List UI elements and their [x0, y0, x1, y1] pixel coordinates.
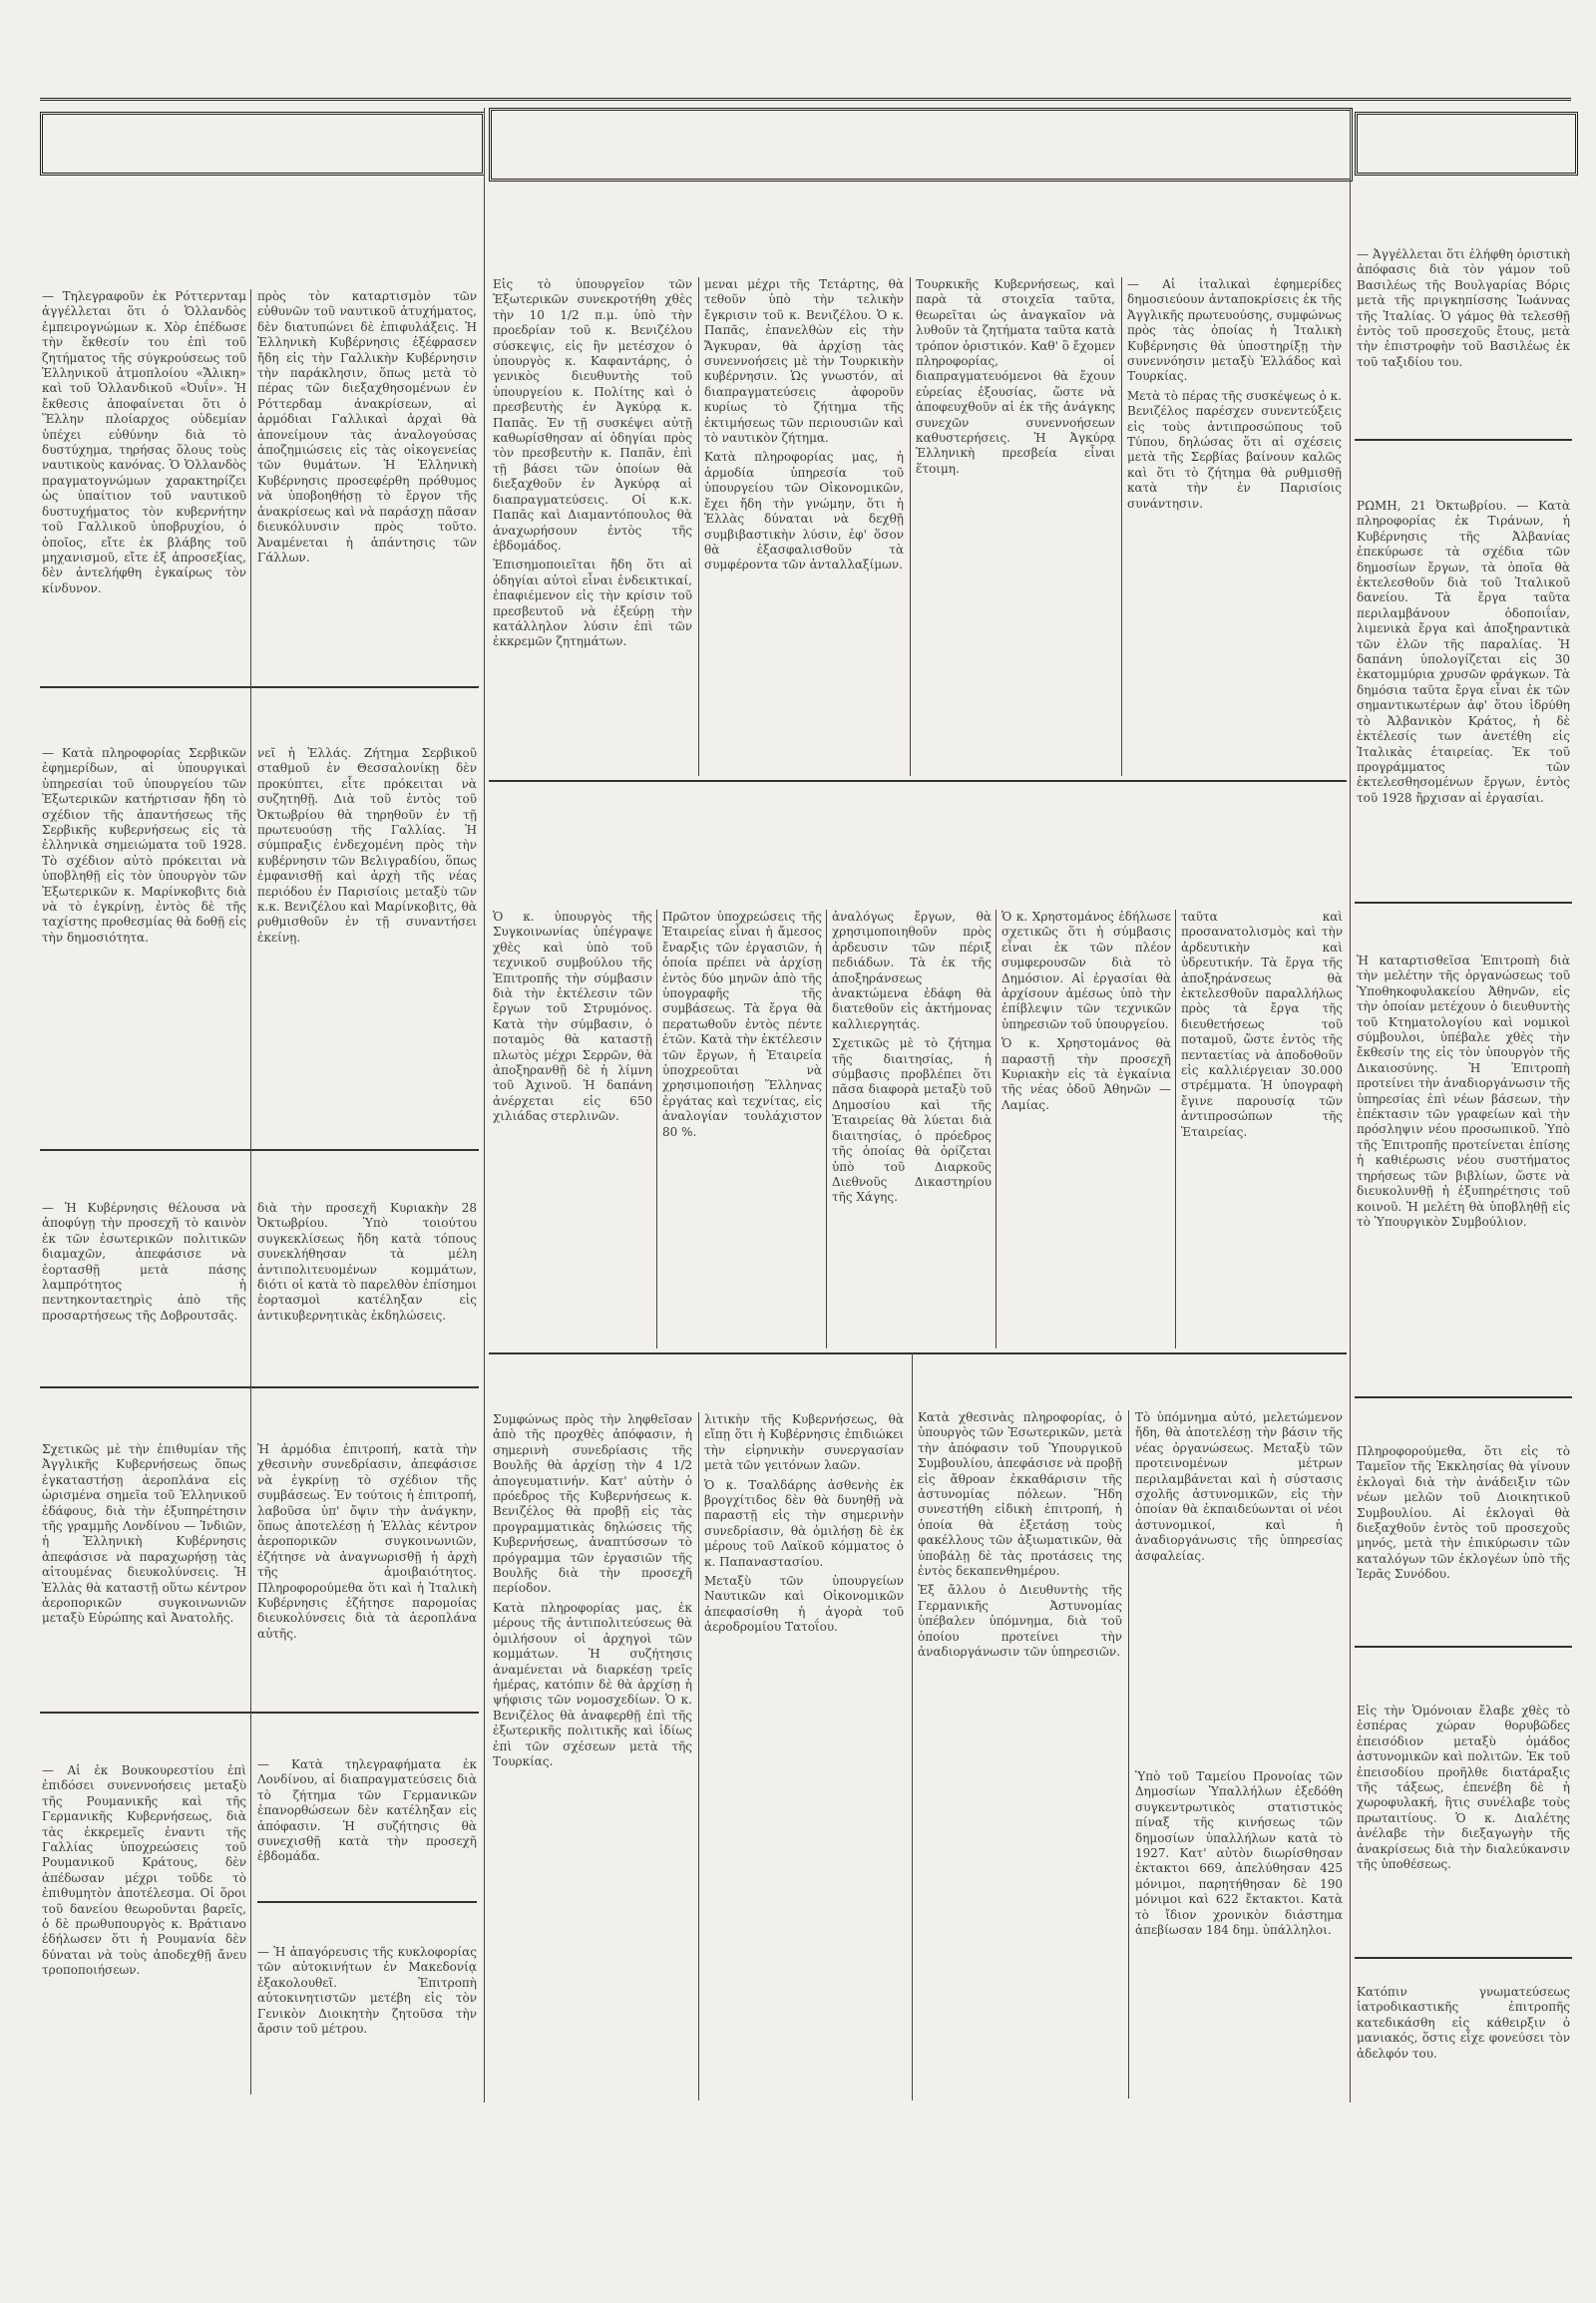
- article-police-col2: Τὸ ὑπόμνημα αὐτό, μελετώμενον ἤδη, θὰ ἀποτελέσῃ τὴν βάσιν τῆς νέας ὀργανώσεως. Μεταξὺ τῶν προτεινομένων μέτρων περιλαμβάνεται καὶ ἡ σύστασις σχολῆς ἀστυνομικῶν, εἰς τὴν ὁποίαν θὰ ἐκπαιδεύωνται οἱ νέοι ἀστυνομικοί, καὶ ἡ ἀναδιοργάνωσις τῆς ὑπηρεσίας ἀσφαλείας.: [1135, 1410, 1343, 1563]
- article-meeting-col1: Εἰς τὸ ὑπουργεῖον τῶν Ἐξωτερικῶν συνεκροτήθη χθὲς τὴν 10 1/2 π.μ. ὑπὸ τὴν προεδρίαν τοῦ κ. Βενιζέλου σύσκεψις, εἰς ἣν μετέσχον ὁ ὑπουργὸς κ. Καφαντάρης, ὁ γενικὸς διευθυντὴς τοῦ ὑπουργείου κ. Πολίτης καὶ ὁ πρεσβευτὴς ἐν Ἀγκύρᾳ κ. Παπᾶς. Ἐν τῇ συσκέψει αὐτῇ καθωρίσθησαν αἱ ὁδηγίαι πρὸς τὸν πρεσβευτὴν κ. Παπᾶν, ἐπὶ τῇ βάσει τῶν ὁποίων θὰ διεξαχθοῦν ἐν Ἀγκύρᾳ αἱ διαπραγματεύσεις. Οἱ κ.κ. Παπᾶς καὶ Διαμαντόπουλος θὰ ἀναχωρήσουν ἐντὸς τῆς ἑβδομάδος. Ἐπισημοποιεῖται ἤδη ὅτι αἱ ὁδηγίαι αὐτοὶ εἶναι ἐνδεικτικαί, ἐπαφιέμενον εἰς τὴν κρίσιν τοῦ πρεσβευτοῦ νὰ ἐξεύρῃ τὴν κατάλληλον λύσιν ἐπὶ τῶν ἐκκρεμῶν ζητημάτων.: [493, 277, 692, 649]
- article-yesterday: Εἰς τὴν Ὁμόνοιαν ἔλαβε χθὲς τὸ ἑσπέρας χώραν θορυβῶδες ἐπεισόδιον μεταξὺ ὁμάδος ἀστυνομικῶν καὶ πολιτῶν. Ἐκ τοῦ ἐπεισοδίου προῆλθε διατάραξις τῆς τάξεως, ἐπενέβη δὲ ἡ χωροφυλακή, ἣτις συνέλαβε τοὺς πρωταιτίους. Ὁ κ. Διαλέτης ἀνέλαβε τὴν διεξαγωγὴν τῆς ἀνακρίσεως διὰ τὴν διαλεύκανσιν τῆς ὑποθέσεως.: [1357, 1704, 1570, 1872]
- article-no-decision: — Κατὰ τηλεγραφήματα ἐκ Λονδίνου, αἱ διαπραγματεύσεις διὰ τὸ ζήτημα τῶν Γερμανικῶν ἐπανορθώσεων δὲν κατέληξαν εἰς ἀπόφασιν. Ἡ συζήτησις θὰ συνεχισθῇ κατὰ τὴν προσεχῆ ἑβδομάδα.: [257, 1757, 477, 1864]
- article-dutch-col1: — Τηλεγραφοῦν ἐκ Ρόττερνταμ ἀγγέλλεται ὅτι ὁ Ὁλλανδὸς ἐμπειρογνώμων κ. Χὸρ ἐπέδωσε τὴν ἔκθεσίν του ἐπὶ τοῦ ζητήματος τῆς σύγκρούσεως τοῦ Ἑλληνικοῦ ἀτμοπλοίου «Ἄλικη» καὶ τοῦ Ὁλλανδικοῦ «Ὀυΐν». Ἡ ἔκθεσις ἀποφαίνεται ὅτι ὁ Ἕλλην πλοίαρχος οὐδεμίαν ὑπέχει εὐθύνην διὰ τὸ δυστύχημα, τηρήσας ὅλους τοὺς ναυτικοὺς κανόνας. Ὁ Ὁλλανδὸς πραγματογνώμων χαρακτηρίζει ὡς ὑπαίτιον τοῦ ναυτικοῦ δυστυχήματος τὸν κυβερνήτην τοῦ Γαλλικοῦ ὑποβρυχίου, ὁ ὁποῖος, εἴτε ἐκ βλάβης τοῦ μηχανισμοῦ, εἴτε ἐξ ἀπροσεξίας, δὲν ἀντελήφθη ἐγκαίρως τὸν κίνδυνον.: [42, 289, 246, 595]
- article-police-col1: Κατὰ χθεσινὰς πληροφορίας, ὁ ὑπουργὸς τῶν Ἐσωτερικῶν, μετὰ τὴν ἀπόφασιν τοῦ Ὑπουργικοῦ Συμβουλίου, ἀπεφάσισε νὰ προβῇ εἰς ἄθροαν ἐκκαθάρισιν τῆς ἀστυνομίας πόλεων. Ἤδη συνεστήθη εἰδικὴ ἐπιτροπή, ἡ ὁποία θὰ ἐξετάσῃ τοὺς φακέλλους τῶν ἀξιωματικῶν, θὰ ὑποβάλῃ δὲ τὰς προτάσεις της ἐντὸς δεκαπενθημέρου. Ἐξ ἄλλου ὁ Διευθυντὴς τῆς Γερμανικῆς Ἀστυνομίας ὑπέβαλεν ὑπόμνημα, διὰ τοῦ ὁποίου προτείνει τὴν ἀναδιοργάνωσιν τῶν ὑπηρεσιῶν.: [918, 1410, 1122, 1660]
- article-panic-col2: διὰ τὴν προσεχῆ Κυριακὴν 28 Ὀκτωβρίου. Ὑπὸ τοιούτου συγκεκλίσεως ἤδη κατὰ τόπους συνεκλήθησαν τὰ μέλη ἀντιπολιτευομένων κομμάτων, διότι οἱ κατὰ τὸ παρελθὸν ἐπίσημοι ἑορτασμοὶ κατέληξαν εἰς ἀντικυβερνητικὰς ἐκδηλώσεις.: [257, 1201, 477, 1323]
- article-meeting-col2: μεναι μέχρι τῆς Τετάρτης, θὰ τεθοῦν ὑπὸ τὴν τελικὴν ἔγκρισιν τοῦ κ. Βενιζέλου. Ὁ κ. Παπᾶς, ἐπανελθὼν εἰς τὴν Ἄγκυραν, θὰ ἀρχίσῃ τὰς συνεννοήσεις μὲ τὴν Τουρκικὴν κυβέρνησιν. Ὡς γνωστόν, αἱ διαπραγματεύσεις ἀφοροῦν κυρίως τὸ ζήτημα τῆς ἐκτιμήσεως τῶν περιουσιῶν καὶ τὸ ναυτικὸν ζήτημα. Κατὰ πληροφορίας μας, ἡ ἁρμοδία ὑπηρεσία τοῦ ὑπουργείου τῶν Οἰκονομικῶν, ἔχει ἤδη τὴν γνώμην, ὅτι ἡ Ἑλλὰς δύναται νὰ δεχθῇ συμβιβαστικὴν λύσιν, ἐφ' ὅσον θὰ ἐξασφαλισθοῦν τὰ συμφέροντα τῶν ἀνταλλαξίμων.: [704, 277, 904, 573]
- article-public-works: ΡΩΜΗ, 21 Ὀκτωβρίου. — Κατὰ πληροφορίας ἐκ Τιράνων, ἡ Κυβέρνησις τῆς Ἀλβανίας ἐπεκύρωσε τὰ σχέδια τῶν δημοσίων ἔργων, τὰ ὁποῖα θὰ ἐκτελεσθοῦν διὰ τοῦ Ἰταλικοῦ δανείου. Τὰ ἔργα ταῦτα περιλαμβάνουν ὁδοποιΐαν, λιμενικὰ ἔργα καὶ ἀποξηραντικὰ τῶν ἑλῶν τῆς παραλίας. Ἡ δαπάνη ὑπολογίζεται εἰς 30 ἑκατομμύρια χρυσῶν φράγκων. Τὰ δημόσια ταῦτα ἔργα εἶναι ἐκ τῶν σημαντικωτέρων ἀφ' ὅτου ἱδρύθη τὸ Ἀλβανικὸν Κράτος, ἡ δὲ ἐκτέλεσίς των ἀνετέθη εἰς Ἰταλικὰς ἑταιρείας. Ἐκ τοῦ προγράμματος τῶν ἐκτελεσθησομένων ἔργων, ἐντὸς τοῦ 1928 ἤρχισαν αἱ ἐργασίαι.: [1357, 499, 1570, 805]
- article-meeting-col4: — Αἱ ἰταλικαὶ ἐφημερίδες δημοσιεύουν ἀνταποκρίσεις ἐκ τῆς Ἀγγλικῆς πρωτευούσης, συμφώνως πρὸς τὰς ὁποίας ἡ Ἰταλικὴ Κυβέρνησις θὰ ὑποστηρίξῃ τὴν συνεννόησιν μεταξὺ Ἑλλάδος καὶ Τουρκίας. Μετὰ τὸ πέρας τῆς συσκέψεως ὁ κ. Βενιζέλος παρέσχεν συνεντεύξεις εἰς τοὺς ἀντιπροσώπους τοῦ Τύπου, δηλώσας ὅτι αἱ σχέσεις μετὰ τῆς Σερβίας βαίνουν καλῶς καὶ ὅτι τὸ ζήτημα θὰ ρυθμισθῇ κατὰ τὴν ἐν Παρισίοις συνάντησιν.: [1127, 277, 1342, 511]
- article-meeting-col3: Τουρκικῆς Κυβερνήσεως, καὶ παρὰ τὰ στοιχεῖα ταῦτα, θεωρεῖται ὡς ἀναγκαῖον νὰ λυθοῦν τὰ ζητήματα ταῦτα κατὰ τρόπον ὁριστικόν. Καθ' ὃ ἔχομεν πληροφορίας, οἱ διαπραγματευόμενοι θὰ ἔχουν εὐρείας ἐξουσίας, ὥστε νὰ ἀποφευχθοῦν αἱ ἐκ τῆς ἀνάγκης συνεχῶν συνεννοήσεων καθυστερήσεις. Ἡ Ἀγκύρᾳ Ἑλληνικὴ πρεσβεία εἶναι ἕτοιμη.: [916, 277, 1115, 476]
- article-boris: — Ἀγγέλλεται ὅτι ἐλήφθη ὁριστικὴ ἀπόφασις διὰ τὸν γάμον τοῦ Βασιλέως τῆς Βουλγαρίας Βόρις μετὰ τῆς πριγκηπίσσης Ἰωάννας τῆς Ἰταλίας. Ὁ γάμος θὰ τελεσθῇ ἐντὸς τοῦ προσεχοῦς ἔτους, μετὰ τὴν ἐπιστροφὴν τοῦ Βασιλέως ἐκ τοῦ ταξιδίου του.: [1357, 247, 1570, 369]
- article-organization: Ἡ καταρτισθεῖσα Ἐπιτροπὴ διὰ τὴν μελέτην τῆς ὀργανώσεως τοῦ Ὑποθηκοφυλακείου Ἀθηνῶν, εἰς τὴν ὁποίαν μετέχουν ὁ διευθυντὴς τοῦ Κτηματολογίου καὶ νομικοὶ σύμβουλοι, ὑπέβαλε χθὲς τὴν ἔκθεσίν της εἰς τὸν ὑπουργὸν τῆς Δικαιοσύνης. Ἡ Ἐπιτροπὴ προτείνει τὴν ἀναδιοργάνωσιν τῆς ὑπηρεσίας ἐπὶ νέων βάσεων, τὴν ἐπέκτασιν τῶν γραφείων καὶ τὴν πρόσληψιν νέου προσωπικοῦ. Ὑπὸ τῆς Ἐπιτροπῆς προτείνεται ἐπίσης ἡ καθιέρωσις νέου συστήματος τηρήσεως τῶν βιβλίων, ὥστε νὰ διευκολυνθῇ ἡ ἐξυπηρέτησις τοῦ κοινοῦ. Ἡ μελέτη θὰ ὑποβληθῇ εἰς τὸ Ὑπουργικὸν Συμβούλιον.: [1357, 954, 1570, 1229]
- article-heavy-terms: — Αἱ ἐκ Βουκουρεστίου ἐπὶ ἐπιδόσει συνεννοήσεις μεταξὺ τῆς Ρουμανικῆς καὶ τῆς Γερμανικῆς Κυβερνήσεως, διὰ τὰς ἐκκρεμεῖς ἐναντι τῆς Γαλλίας ὑποχρεώσεις τοῦ Ρουμανικοῦ Κράτους, δὲν ἀπέδωσαν μέχρι τοῦδε τὸ ἐπιθυμητὸν ἀποτέλεσμα. Οἱ ὅροι τοῦ δανείου θεωροῦνται βαρεῖς, ὁ δὲ πρωθυπουργὸς κ. Βράτιανο ἐδήλωσεν ὅτι ἡ Ρουμανία δὲν δύναται νὰ τοὺς ἀποδεχθῇ ἄνευ τροποποιήσεων.: [42, 1763, 246, 1978]
- article-trial: Κατόπιν γνωματεύσεως ἰατροδικαστικῆς ἐπιτροπῆς κατεδικάσθη εἰς κάθειρξιν ὁ μανιακός, ὅστις εἶχε φονεύσει τὸν ἀδελφόν του.: [1357, 1985, 1570, 2061]
- article-serbian-col2: νεῖ ἡ Ἑλλάς. Ζήτημα Σερβικοῦ σταθμοῦ ἐν Θεσσαλονίκῃ δὲν προκύπτει, εἶτε πρόκειται νὰ συζητηθῇ. Διὰ τοῦ ἐντὸς τοῦ Ὀκτωβρίου θὰ τηρηθοῦν ἐν τῇ πρωτευούσῃ τῆς Γαλλίας. Ἡ σύμπραξις ἐνδεχομένη πρὸς τὴν κυβέρνησιν τῶν Βελιγραδίου, ὅπως ἐμφανισθῇ καὶ ἀρχὴ τῆς νέας περιόδου ἐν Παρισίοις μεταξὺ τῶν κ.κ. Βενιζέλου καὶ Μαρίνκοβιτς, θὰ ρυθμισθοῦν ἐν τῇ συναντήσει ἐκείνῃ.: [257, 746, 477, 945]
- article-parliament-col2: λιτικὴν τῆς Κυβερνήσεως, θὰ εἴπῃ ὅτι ἡ Κυβέρνησις ἐπιδιώκει τὴν εἰρηνικὴν συνεργασίαν μετὰ τῶν γειτόνων λαῶν. Ὁ κ. Τσαλδάρης ἀσθενὴς ἐκ βρογχίτιδος δὲν θὰ δυνηθῇ νὰ παραστῇ εἰς τὴν σημερινὴν συνεδρίασιν, θὰ ὁμιλήσῃ δὲ ἐκ μέρους τοῦ Λαϊκοῦ κόμματος ὁ κ. Παπαναστασίου. Μεταξὺ τῶν ὑπουργείων Ναυτικῶν καὶ Οἰκονομικῶν ἀπεφασίσθη ἡ ἀγορὰ τοῦ ἀεροδρομίου Τατοΐου.: [704, 1412, 904, 1635]
- article-dutch-col2: πρὸς τὸν καταρτισμὸν τῶν εὐθυνῶν τοῦ ναυτικοῦ ἀτυχήματος, δὲν διατυπώνει δὲ ἐπιφυλάξεις. Ἡ Ἑλληνικὴ Κυβέρνησις ἐξέφρασεν ἤδη εἰς τὴν Γαλλικὴν Κυβέρνησιν τὴν παράκλησιν, ὅπως μετὰ τὸ πέρας τῶν διεξαχθησομένων ἐν Ρόττερδαμ ἀνακρίσεων, αἱ ἁρμόδιαι Γαλλικαὶ ἀρχαὶ θὰ ἀπονείμουν τὰς ἀναλογούσας ἀποζημιώσεις εἰς τὰς οἰκογενείας τῶν θυμάτων. Ἡ Ἑλληνικὴ Κυβέρνησις προσεφέρθη πρόθυμος νὰ ὑποβοηθήσῃ τὸ ἔργον τῆς ἀνακρίσεως καὶ νὰ παράσχῃ πᾶσαν διευκόλυνσιν πρὸς τοῦτο. Ἀναμένεται ἡ ἀπάντησις τῶν Γάλλων.: [257, 289, 477, 565]
- article-elections: Πληροφορούμεθα, ὅτι εἰς τὸ Ταμεῖον τῆς Ἐκκλησίας θὰ γίνουν ἐκλογαὶ διὰ τὴν ἀνάδειξιν τῶν νέων μελῶν τοῦ Διοικητικοῦ Συμβουλίου. Αἱ ἐκλογαὶ θὰ διεξαχθοῦν ἐντὸς τοῦ προσεχοῦς μηνός, μετὰ τὴν ἐπικύρωσιν τῶν καταλόγων τῶν ἐκλογέων ὑπὸ τῆς Ἱερᾶς Συνόδου.: [1357, 1444, 1570, 1582]
- article-airline-col2: Ἡ ἁρμόδια ἐπιτροπή, κατὰ τὴν χθεσινὴν συνεδρίασιν, ἀπεφάσισε νὰ ἐγκρίνῃ τὸ σχέδιον τῆς συμβάσεως. Ἐν τούτοις ἡ ἐπιτροπή, λαβοῦσα ὑπ' ὄψιν τὴν ἀνάγκην, ὅπως ἀποτελέσῃ ἡ Ἑλλὰς κέντρον ἀεροπορικῶν συγκοινωνιῶν, ἐζήτησε νὰ ἀναγνωρισθῇ ἡ ἀρχὴ τῆς ἀμοιβαιότητος. Πληροφορούμεθα ὅτι καὶ ἡ Ἰταλικὴ Κυβέρνησις ἐζήτησε παρομοίας διευκολύνσεις διὰ τὰ ἀεροπλάνα αὐτῆς.: [257, 1442, 477, 1641]
- article-strymon-col2: Πρῶτον ὑποχρεώσεις τῆς Ἑταιρείας εἶναι ἡ ἄμεσος ἔναρξις τῶν ἐργασιῶν, ἡ ὁποία πρέπει νὰ ἀρχίσῃ ἐντὸς δύο μηνῶν ἀπὸ τῆς ὑπογραφῆς τῆς συμβάσεως. Τὰ ἔργα θὰ περατωθοῦν ἐντὸς πέντε ἐτῶν. Κατὰ τὴν ἐκτέλεσιν τῶν ἔργων, ἡ Ἑταιρεία ὑποχρεοῦται νὰ χρησιμοποιήσῃ Ἕλληνας ἐργάτας καὶ τεχνίτας, εἰς ἀναλογίαν τουλάχιστον 80 %.: [662, 910, 822, 1139]
- article-clerks: Ὑπὸ τοῦ Ταμείου Προνοίας τῶν Δημοσίων Ὑπαλλήλων ἐξεδόθη συγκεντρωτικὸς στατιστικὸς πίναξ τῆς κινήσεως τῶν δημοσίων ὑπαλλήλων κατὰ τὸ 1927. Κατ' αὐτὸν διωρίσθησαν ἐκτακτοι 669, ἀπελύθησαν 425 μόνιμοι, παρητήθησαν δὲ 190 μόνιμοι καὶ 622 ἔκτακτοι. Κατὰ τὸ ἴδιον χρονικὸν διάστημα ἀπεβίωσαν 184 δημ. ὑπάλληλοι.: [1135, 1769, 1343, 1938]
- article-bus-ban: — Ἡ ἀπαγόρευσις τῆς κυκλοφορίας τῶν αὐτοκινήτων ἐν Μακεδονίᾳ ἐξακολουθεῖ. Ἐπιτροπὴ αὐτοκινητιστῶν μετέβη εἰς τὸν Γενικὸν Διοικητὴν ζητοῦσα τὴν ἄρσιν τοῦ μέτρου.: [257, 1945, 477, 2037]
- article-parliament-col1: Συμφώνως πρὸς τὴν ληφθεῖσαν ἀπὸ τῆς προχθὲς ἀπόφασιν, ἡ σημερινὴ συνεδρίασις τῆς Βουλῆς θὰ ἀρχίσῃ τὴν 4 1/2 ἀπογευματινήν. Κατ' αὐτὴν ὁ πρόεδρος τῆς Κυβερνήσεως κ. Βενιζέλος θὰ προβῇ εἰς τὰς προγραμματικὰς δηλώσεις τῆς Κυβερνήσεως, ἀναπτύσσων τὸ πρόγραμμα τῶν ἐργασιῶν τῆς Βουλῆς διὰ τὴν προσεχῆ περίοδον. Κατὰ πληροφορίας μας, ἐκ μέρους τῆς ἀντιπολιτεύσεως θὰ ὁμιλήσουν οἱ ἀρχηγοὶ τῶν κομμάτων. Ἡ συζήτησις ἀναμένεται νὰ διαρκέσῃ τρεῖς ἡμέρας, κατόπιν δὲ θὰ ἀρχίσῃ ἡ ψήφισις τῶν νομοσχεδίων. Ὁ κ. Βενιζέλος θὰ ἀναφερθῇ ἐπὶ τῆς ἐξωτερικῆς πολιτικῆς καὶ ἰδίως ἐπὶ τῶν σχέσεων μετὰ τῆς Τουρκίας.: [493, 1412, 692, 1768]
- top-rule: [40, 78, 1571, 101]
- section-latest-banner: [489, 108, 1353, 182]
- article-strymon-col3: ἀναλόγως ἔργων, θὰ χρησιμοποιηθοῦν πρὸς ἀρδευσιν τῶν πέριξ πεδιάδων. Τὰ ἐκ τῆς ἀποξηράνσεως ἀνακτώμενα ἐδάφη θὰ διατεθοῦν εἰς ἀκτήμονας καλλιεργητάς. Σχετικῶς μὲ τὸ ζήτημα τῆς διαιτησίας, ἡ σύμβασις προβλέπει ὅτι πᾶσα διαφορὰ μεταξὺ τοῦ Δημοσίου καὶ τῆς Ἑταιρείας θὰ λύεται διὰ διαιτησίας, ὁ πρόεδρος τῆς ὁποίας θὰ ὁρίζεται ὑπὸ τοῦ Διαρκοῦς Διεθνοῦς Δικαστηρίου τῆς Χάγης.: [832, 910, 992, 1205]
- article-serbian-col1: — Κατὰ πληροφορίας Σερβικῶν ἐφημερίδων, αἱ ὑπουργικαὶ ὑπηρεσίαι τοῦ ὑπουργείου τῶν Ἐξωτερικῶν κατήρτισαν ἤδη τὸ σχέδιον τῆς ἀπαντήσεως τῆς Σερβικῆς κυβερνήσεως εἰς τὰ ἑλληνικὰ σημειώματα τοῦ 1928. Τὸ σχέδιον αὐτὸ πρόκειται νὰ ὑποβληθῇ εἰς τὸν ὑπουργὸν τῶν Ἐξωτερικῶν κ. Μαρίνκοβιτς διὰ νὰ τὸ ἐγκρίνῃ, ἐντὸς δὲ τῆς ταχίστης προθεσμίας θὰ δοθῇ εἰς τὴν δημοσιότητα.: [42, 746, 246, 945]
- article-strymon-col5: ταῦτα καὶ προσανατολισμὸς καὶ τὴν ἀρδευτικὴν καὶ ὑδρευτικήν. Τὰ ἔργα τῆς ἀποξηράνσεως θὰ ἐκτελεσθοῦν παραλλήλως πρὸς τὰ ἔργα τῆς διευθετήσεως τοῦ ποταμοῦ, ὥστε ἐντὸς τῆς πενταετίας νὰ ἀποδοθοῦν εἰς καλλιέργειαν 30.000 στρέμματα. Ἡ ὑπογραφὴ ἔγινε παρουσίᾳ τῶν ἀντιπροσώπων τῆς Ἑταιρείας.: [1181, 910, 1343, 1139]
- section-court-banner: [40, 112, 485, 176]
- section-second-edition-banner: [1355, 112, 1578, 176]
- article-strymon-col1: Ὁ κ. ὑπουργὸς τῆς Συγκοινωνίας ὑπέγραψε χθὲς καὶ ὑπὸ τοῦ τεχνικοῦ συμβούλου τῆς Ἐπιτροπῆς τὴν σύμβασιν διὰ τὴν ἐκτέλεσιν τῶν ἔργων τοῦ Στρυμόνος. Κατὰ τὴν σύμβασιν, ὁ ποταμὸς θὰ καταστῇ πλωτὸς μέχρι Σερρῶν, θὰ ἀποξηρανθῇ δὲ ἡ λίμνη τοῦ Ἀχινοῦ. Ἡ δαπάνη ἀνέρχεται εἰς 650 χιλιάδας στερλινῶν.: [493, 910, 652, 1124]
- article-airline-col1: Σχετικῶς μὲ τὴν ἐπιθυμίαν τῆς Ἀγγλικῆς Κυβερνήσεως ὅπως ἐγκαταστήσῃ ἀεροπλάνα εἰς ὡρισμένα σημεῖα τοῦ Ἑλληνικοῦ ἐδάφους, διὰ τὴν ἐξυπηρέτησιν τῆς γραμμῆς Λονδίνου — Ἰνδιῶν, ἡ Ἑλληνικὴ Κυβέρνησις ἀπεφάσισε νὰ παραχωρήσῃ τὰς αἰτουμένας διευκολύνσεις. Ἡ Ἑλλὰς θὰ καταστῇ οὕτω κέντρον ἀεροπορικῶν συγκοινωνιῶν μεταξὺ Εὐρώπης καὶ Ἀνατολῆς.: [42, 1442, 246, 1626]
- article-panic-col1: — Ἡ Κυβέρνησις θέλουσα νὰ ἀποφύγῃ τὴν προσεχῆ τὸ καινὸν ἐκ τῶν ἐσωτερικῶν πολιτικῶν διαμαχῶν, ἀπεφάσισε νὰ ἑορτασθῇ μετὰ πάσης λαμπρότητος ἡ πεντηκονταετηρὶς ἀπὸ τῆς προσαρτήσεως τῆς Δοβρουτσᾶς.: [42, 1201, 246, 1323]
- article-strymon-col4: Ὁ κ. Χρηστομάνος ἐδήλωσε σχετικῶς ὅτι ἡ σύμβασις εἶναι ἐκ τῶν πλέον συμφερουσῶν διὰ τὸ Δημόσιον. Αἱ ἐργασίαι θὰ ἀρχίσουν ἀμέσως ὑπὸ τὴν ἐπίβλεψιν τῶν τεχνικῶν ὑπηρεσιῶν τοῦ ὑπουργείου. Ὁ κ. Χρηστομάνος θὰ παραστῇ τὴν προσεχῆ Κυριακὴν εἰς τὰ ἐγκαίνια τῆς νέας ὁδοῦ Ἀθηνῶν — Λαμίας.: [1001, 910, 1171, 1112]
